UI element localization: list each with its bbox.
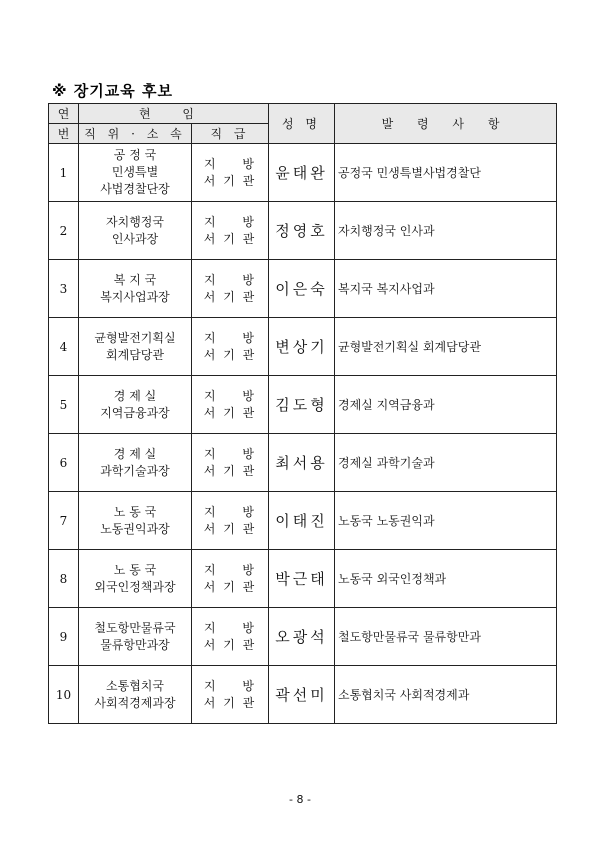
position-line: 지역금융과장: [100, 405, 170, 420]
header-position: 직 위 · 소 속: [79, 124, 192, 144]
current-position: [79, 550, 192, 608]
grade: [192, 434, 269, 492]
person-name: 정영호: [269, 202, 335, 260]
current-position: [79, 608, 192, 666]
position-line: 철도항만물류국: [94, 620, 176, 635]
current-position: [79, 666, 192, 724]
table-row: [49, 144, 557, 202]
header-no-bottom: 번: [49, 124, 79, 144]
grade-line-bottom: 서 기 관: [203, 521, 257, 536]
table-row: [49, 608, 557, 666]
position-line: 경 제 실: [113, 446, 157, 461]
row-number: 10: [49, 666, 79, 724]
grade-char: 방: [242, 272, 256, 287]
position-line: 인사과장: [111, 231, 159, 246]
grade-char: 지: [204, 620, 218, 635]
new-posting: 자치행정국 인사과: [335, 202, 557, 260]
grade-line-top: [192, 330, 268, 347]
table-row: [49, 376, 557, 434]
position-line: 균형발전기획실: [94, 330, 176, 345]
position-line: 자치행정국: [106, 214, 164, 229]
grade-char: 지: [204, 678, 218, 693]
row-number: 7: [49, 492, 79, 550]
grade-char: 방: [242, 388, 256, 403]
person-name: 최서용: [269, 434, 335, 492]
current-position: [79, 492, 192, 550]
table-row: [49, 550, 557, 608]
grade-char: 지: [204, 330, 218, 345]
new-posting: 소통협치국 사회적경제과: [335, 666, 557, 724]
grade-line-top: [192, 446, 268, 463]
grade-char: 방: [242, 214, 256, 229]
position-line: 공 정 국: [113, 148, 157, 162]
grade: [192, 202, 269, 260]
grade-line-bottom: 서 기 관: [203, 695, 257, 710]
grade-line-bottom: 서 기 관: [203, 405, 257, 420]
new-posting: 노동국 노동권익과: [335, 492, 557, 550]
row-number: 3: [49, 260, 79, 318]
grade-line-bottom: 서 기 관: [203, 347, 257, 362]
position-line: 노동권익과장: [100, 521, 170, 536]
grade-line-bottom: 서 기 관: [203, 637, 257, 652]
row-number: 4: [49, 318, 79, 376]
position-line: 사법경찰단장: [100, 182, 170, 196]
current-position: [79, 260, 192, 318]
grade: [192, 318, 269, 376]
current-position: [79, 202, 192, 260]
header-posting: 발 령 사 항: [335, 104, 557, 144]
table-row: [49, 202, 557, 260]
current-position: [79, 144, 192, 202]
person-name: 김도형: [269, 376, 335, 434]
grade-line-bottom: 서 기 관: [203, 289, 257, 304]
position-line: 사회적경제과장: [94, 695, 176, 710]
current-position: [79, 376, 192, 434]
header-name: 성 명: [269, 104, 335, 144]
grade-char: 지: [204, 388, 218, 403]
grade-line-top: [192, 620, 268, 637]
grade-char: 방: [242, 620, 256, 635]
grade: [192, 608, 269, 666]
position-line: 과학기술과장: [100, 463, 170, 478]
grade-char: 지: [204, 214, 218, 229]
grade: [192, 666, 269, 724]
new-posting: 노동국 외국인정책과: [335, 550, 557, 608]
grade-char: 방: [242, 504, 256, 519]
page-number: - 8 -: [289, 793, 311, 806]
table-row: [49, 260, 557, 318]
grade-char: 지: [204, 156, 218, 171]
grade-char: 지: [204, 504, 218, 519]
grade-char: 지: [204, 272, 218, 287]
grade: [192, 376, 269, 434]
new-posting: 공정국 민생특별사법경찰단: [335, 144, 557, 202]
grade-line-bottom: 서 기 관: [203, 173, 257, 188]
position-line: 회계담당관: [106, 347, 164, 362]
grade-char: 방: [242, 156, 256, 171]
grade: [192, 492, 269, 550]
table-row: [49, 434, 557, 492]
grade-line-top: [192, 388, 268, 405]
table-body: [49, 144, 557, 724]
grade-line-top: [192, 214, 268, 231]
section-heading: ※ 장기교육 후보: [52, 82, 173, 100]
grade-line-bottom: 서 기 관: [203, 231, 257, 246]
candidate-table: [48, 103, 557, 724]
position-line: 물류항만과장: [100, 637, 170, 652]
grade-line-bottom: 서 기 관: [203, 579, 257, 594]
position-line: 경 제 실: [113, 388, 157, 403]
position-line: 민생특별: [111, 165, 159, 179]
new-posting: 철도항만물류국 물류항만과: [335, 608, 557, 666]
person-name: 오광석: [269, 608, 335, 666]
header-grade: 직 급: [192, 124, 269, 144]
position-line: 복지사업과장: [100, 289, 170, 304]
position-line: 노 동 국: [113, 562, 157, 577]
person-name: 변상기: [269, 318, 335, 376]
header-no-top: 연: [49, 104, 79, 124]
grade-char: 방: [242, 562, 256, 577]
position-line: 외국인정책과장: [94, 579, 176, 594]
grade-char: 방: [242, 446, 256, 461]
row-number: 2: [49, 202, 79, 260]
position-line: 소통협치국: [106, 678, 164, 693]
row-number: 5: [49, 376, 79, 434]
table-row: [49, 318, 557, 376]
row-number: 9: [49, 608, 79, 666]
grade-line-top: [192, 272, 268, 289]
person-name: 이태진: [269, 492, 335, 550]
grade-line-bottom: 서 기 관: [203, 463, 257, 478]
grade-line-top: [192, 504, 268, 521]
grade-line-top: [192, 156, 268, 173]
grade-line-top: [192, 678, 268, 695]
position-line: 노 동 국: [113, 504, 157, 519]
person-name: 박근태: [269, 550, 335, 608]
grade-line-top: [192, 562, 268, 579]
person-name: 곽선미: [269, 666, 335, 724]
grade: [192, 260, 269, 318]
table-row: [49, 492, 557, 550]
current-position: [79, 318, 192, 376]
current-position: [79, 434, 192, 492]
row-number: 8: [49, 550, 79, 608]
grade: [192, 550, 269, 608]
grade-char: 지: [204, 562, 218, 577]
grade-char: 방: [242, 330, 256, 345]
row-number: 1: [49, 144, 79, 202]
row-number: 6: [49, 434, 79, 492]
new-posting: 경제실 과학기술과: [335, 434, 557, 492]
header-current: 현 임: [79, 104, 269, 124]
new-posting: 균형발전기획실 회계담당관: [335, 318, 557, 376]
grade: [192, 144, 269, 202]
grade-char: 지: [204, 446, 218, 461]
new-posting: 복지국 복지사업과: [335, 260, 557, 318]
new-posting: 경제실 지역금융과: [335, 376, 557, 434]
person-name: 윤태완: [269, 144, 335, 202]
table-row: [49, 666, 557, 724]
position-line: 복 지 국: [113, 272, 157, 287]
grade-char: 방: [242, 678, 256, 693]
person-name: 이은숙: [269, 260, 335, 318]
